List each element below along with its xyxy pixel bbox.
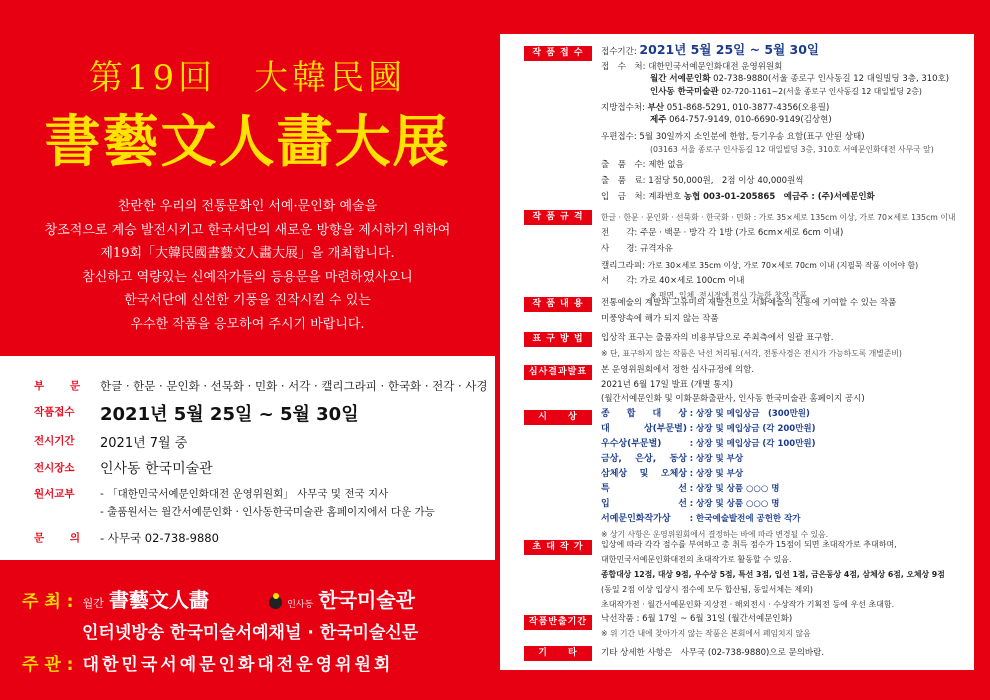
poster-header [0, 0, 495, 356]
reception-place: 접 수 처: 대한민국서예문인화대전 운영위원회 [601, 62, 783, 72]
retrieval-note: ※ 위 기간 내에 찾아가지 않는 작품은 본회에서 폐임치지 않음 [601, 629, 811, 638]
section-label-review: 심사결과발표 [524, 365, 592, 380]
reception-branch2: 제주 064-757-9149, 010-6690-9149(김상현) [650, 115, 832, 125]
reception-count: 출 품 수: 제한 없음 [601, 160, 684, 170]
awards-note: ※ 상기 사항은 운영위원회에서 결정하는 바에 따라 변경될 수 있음. [601, 530, 829, 539]
intro-paragraph [20, 195, 475, 336]
content-line: 전통예술의 계발과 고유미의 재발견으로 서화예술의 진흥에 기여할 수 있는 작품 [601, 298, 897, 308]
section-label-content: 작 품 내 용 [524, 297, 592, 312]
section-label-invited: 초 대 작 가 [524, 540, 592, 555]
reception-mail-address: (03163 서울 종로구 인사동길 12 대일빌딩 3층, 310호 서예문인화대전 사무국 앞) [650, 145, 934, 154]
invited-points: 종합대상 12점, 대상 9점, 우수상 5점, 특선 3점, 입선 1점, 금은동상 4점, 삼체상 6점, 오체상 9점 [601, 570, 945, 579]
reception-deposit: 입 금 처: 계좌번호 농협 003-01-205865 예금주 : (주)서예문인화 [601, 192, 875, 202]
award-row: 대 상(부문별) : 상장 및 메입상금 (각 200만원) [601, 424, 816, 434]
framing-note: ※ 단, 표구하지 않는 작품은 낙선 처리됨.(서각, 전통사경은 전시가 가능하도록 개별준비) [601, 349, 902, 358]
details-panel [500, 34, 974, 670]
award-row: 금상, 은상, 동상 : 상장 및 부상 [601, 454, 744, 464]
award-row: 우수상(부문별) : 상장 및 메입상금 (각 100만원) [601, 439, 816, 449]
reception-period: 접수기간: 2021년 5월 25일 ~ 5월 30일 [601, 42, 820, 57]
review-line: (월간서예문인화 및 이화문화출판사, 인사동 한국미술관 홈페이지 공시) [601, 394, 865, 404]
section-label-reception: 작 품 접 수 [524, 46, 592, 61]
event-title-calligraphy: 書藝文人畵大展 [44, 109, 451, 175]
reception-place1: 월간 서예문인화 02-738-9880(서울 종로구 인사동길 12 대일빌딩 3층, 310호) [650, 74, 950, 84]
award-row: 입 선 : 상장 및 상품 ○○○ 명 [601, 499, 780, 509]
award-row: 삼체상 및 오체상 : 상장 및 부상 [601, 469, 744, 479]
invited-line: 입상에 따라 각각 점수를 부여하고 총 취득 점수가 15점이 되면 초대작가로 추대하며, [601, 540, 897, 549]
award-row: 특 선 : 상장 및 상품 ○○○ 명 [601, 484, 780, 494]
section-label-etc: 기 타 [524, 646, 592, 661]
intro-line: 참신하고 역량있는 신예작가들의 등용문을 마련하였사오니 [82, 269, 413, 285]
framing-line: 입상작 표구는 출품자의 비용부담으로 주최측에서 일괄 표구함. [601, 333, 834, 343]
monthly-calligraphy-logo: 書藝文人畵 [108, 588, 209, 612]
korea-art-museum-logo: 한국미술관 [318, 588, 416, 612]
review-line: 2021년 6월 17일 발표 (개별 통지) [601, 380, 733, 390]
award-row: 종 합 대 상 : 상장 및 메입상금 (300만원) [601, 409, 810, 419]
reception-fee: 출 품 료: 1점당 50,000원, 2점 이상 40,000원씩 [601, 176, 804, 186]
etc-line: 기타 상세한 사항은 사무국 (02-738-9880)으로 문의바람. [601, 648, 825, 658]
retrieval-line: 낙선작품 : 6월 17일 ~ 6월 31일 (월간서예문인화) [601, 614, 793, 624]
host-row: 주 최 : 월간 書藝文人畵 인사동 한국미술관 [22, 588, 416, 612]
invited-line: 대한민국서예문인화대전의 초대작가로 활동할 수 있음. [601, 555, 792, 564]
event-title-line1: 第19回 大韓民國 [88, 58, 407, 98]
section-label-awards: 시 상 [524, 410, 592, 425]
reception-branch1: 지방접수처: 부산 051-868-5291, 010-3877-4356(오용필) [601, 103, 830, 113]
spec-seal: 전 각: 주문 · 백문 · 방각 각 1방 (가로 6cm×세로 6cm 이내) [601, 228, 844, 238]
section-label-retrieval: 작품반출기간 [524, 615, 592, 630]
intro-line: 우수한 작품을 응모하여 주시기 바랍니다. [130, 316, 365, 332]
intro-line: 한국서단에 신선한 기풍을 진작시킬 수 있는 [124, 293, 371, 308]
section-label-framing: 표 구 방 법 [524, 332, 592, 347]
intro-line: 찬란한 우리의 전통문화인 서예·문인화 예술을 [117, 199, 378, 214]
spec-sutra: 사 경: 규격자유 [601, 244, 673, 254]
organizer-row: 주 관 : 대한민국서예문인화대전운영위원회 [22, 655, 394, 675]
award-row: 서예문인화작가상 : 한국예술발전에 공헌한 작가 [601, 514, 801, 524]
reception-mail: 우편접수: 5월 30일까지 소인분에 한함, 등기우송 요함(표구 안된 상태) [601, 132, 865, 142]
invited-line: 초대작가전 · 월간서예문인화 지상전 · 해외전시 · 수상작가 기획전 등에 우선 초대함. [601, 600, 895, 609]
spec-line: 한글 · 한문 · 문인화 · 선묵화 · 한국화 · 민화 : 가로 35×세로 135cm 이상, 가로 70×세로 135cm 이내 [601, 213, 956, 222]
spec-note: ※ 평면, 입체, 전시장에 전시 가능한 창작 작품 [650, 291, 807, 300]
spec-carving: 서 각: 가로 40×세로 100cm 이내 [601, 276, 745, 286]
spec-calligraphy: 캘리그라피: 가로 30×세로 35cm 이상, 가로 70×세로 70cm 이내 (지필묵 작품 이어야 함) [601, 261, 919, 271]
content-line: 미풍양속에 해가 되지 않는 작품 [601, 314, 719, 324]
reception-place2: 인사동 한국미술관 02-720-1161~2(서울 종로구 인사동길 12 대일빌딩 2층) [650, 87, 922, 97]
intro-line: 창조적으로 계승 발전시키고 한국서단의 새로운 방향을 제시하기 위하여 [44, 222, 451, 238]
media-sponsors: 인터넷방송 한국미술서예채널 · 한국미술신문 [82, 623, 419, 643]
section-label-spec: 작 품 규 격 [524, 210, 592, 225]
museum-logo-icon [269, 596, 282, 609]
organizers-footer [0, 560, 495, 700]
summary-panel: 부 문 한글 · 한문 · 문인화 · 선묵화 · 민화 · 서각 · 캘리그라피 · 한국화 · 전각 · 사경 작품접수 2021년 5월 25일 ~ 5월 30일 전시기간 2021년 7월 중 전시장소 인사동 한국미술관 원서교부 - 「대한민국서예문인화대전 운영위원회」 사무국 및 전국 지사 - 출품원서는 월간서예문인화 · 인사동한국미술관 홈페이지에서 다운 가능 문 의 - 사무국 02-738-9880 [0, 356, 495, 560]
intro-line: 제19회「大韓民國書藝文人畵大展」을 개최합니다. [100, 246, 395, 261]
invited-line: (동일 2점 이상 입상시 점수에 모두 합산됨, 동일서체는 제외) [601, 585, 813, 594]
review-line: 본 운영위원회에서 정한 심사규정에 의함. [601, 365, 755, 375]
